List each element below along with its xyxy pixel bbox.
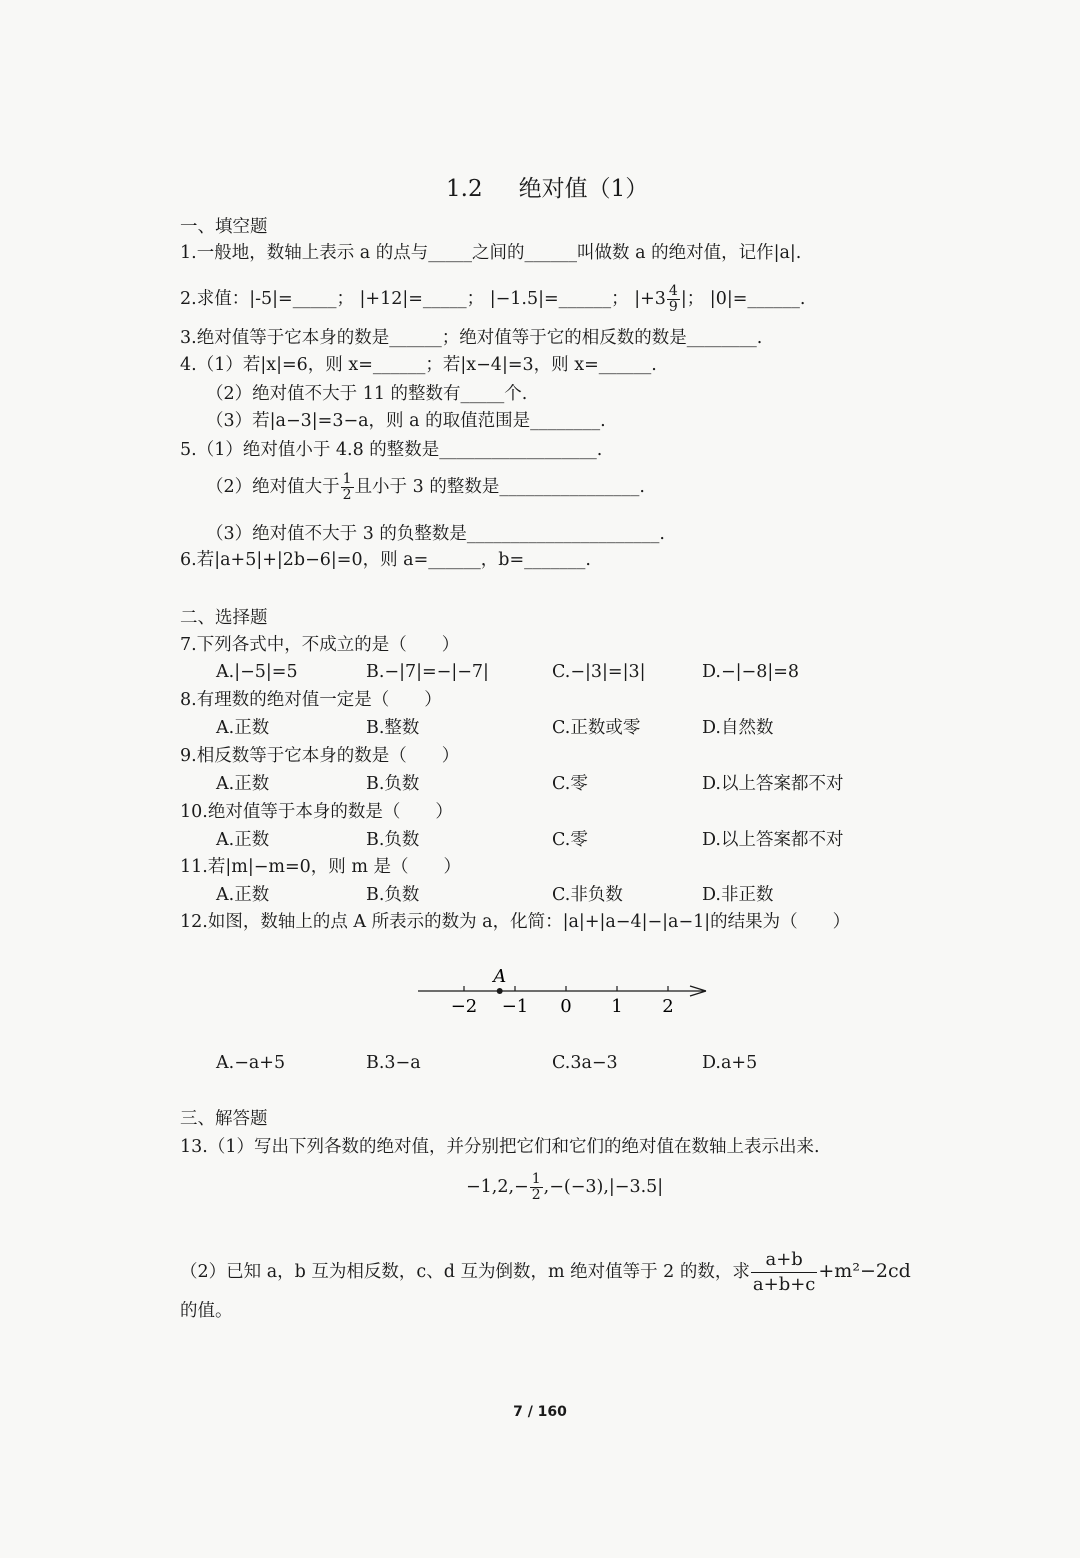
option-d: D.−|−8|=8 [702,662,800,682]
section-fill-heading: 一、填空题 [180,217,268,237]
option-d: D.自然数 [702,718,774,738]
option-c: C.−|3|=|3| [552,662,646,682]
option-b: B.负数 [366,830,420,850]
list-part-b: ,−(−3),|−3.5| [543,1177,664,1197]
option-a: A.正数 [216,718,270,738]
option-d: D.非正数 [702,885,774,905]
section-answer-heading: 三、解答题 [180,1109,268,1129]
option-a: A.正数 [216,885,270,905]
option-b: B.负数 [366,774,420,794]
title-text: 绝对值（1） [518,176,649,202]
fraction-denominator: 2 [342,487,352,503]
option-d: D.以上答案都不对 [702,830,844,850]
expression-tail: +m²−2cd [818,1260,911,1282]
list-part-a: −1,2,− [466,1177,529,1197]
question-2-part-b: |； |0|=______. [680,289,806,309]
question-13-1-list [466,1172,663,1203]
option-b: B.整数 [366,718,420,738]
option-a: A.|−5|=5 [216,662,298,682]
option-a: A.−a+5 [216,1053,286,1073]
question-7: 7.下列各式中，不成立的是（ ） [180,635,460,655]
fraction-4-9 [667,284,680,315]
point-a-label: A [493,966,507,987]
fraction-denominator: 9 [668,299,678,315]
question-6: 6.若|a+5|+|2b−6|=0，则 a=______，b=_______. [180,550,591,570]
option-b: B.3−a [366,1053,421,1073]
question-2-part-a: 2.求值：|-5|=_____； |+12|=_____； |−1.5|=______； |+3 [180,289,666,309]
question-10: 10.绝对值等于本身的数是（ ） [180,802,453,822]
fraction-numerator: 1 [531,1171,541,1187]
question-8: 8.有理数的绝对值一定是（ ） [180,690,442,710]
question-4-3: （3）若|a−3|=3−a，则 a 的取值范围是________. [206,411,606,431]
page-number: 7 / 160 [513,1404,567,1420]
option-c: C.零 [552,774,588,794]
fraction-denominator: a+b+c [752,1274,816,1295]
option-b: B.−|7|=−|−7| [366,662,489,682]
title-number: 1.2 [446,176,483,202]
tick-label: 2 [662,996,674,1017]
option-d: D.a+5 [702,1053,758,1073]
fraction-1-2 [530,1172,543,1203]
fraction-1-2 [341,472,354,503]
tick-label: −2 [450,996,478,1017]
fraction-denominator: 2 [531,1187,541,1203]
fraction-expression [751,1248,818,1297]
fraction-numerator: a+b [751,1248,818,1273]
page-title [446,170,648,203]
option-b: B.负数 [366,885,420,905]
option-c: C.非负数 [552,885,623,905]
question-1: 1.一般地，数轴上表示 a 的点与_____之间的______叫做数 a 的绝对值，记作|a|. [180,243,802,263]
option-a: A.正数 [216,830,270,850]
question-11: 11.若|m|−m=0，则 m 是（ ） [180,857,461,877]
section-choice-heading: 二、选择题 [180,608,268,628]
question-9: 9.相反数等于它本身的数是（ ） [180,746,460,766]
number-line [410,960,730,1022]
fraction-numerator: 4 [668,283,678,299]
option-a: A.正数 [216,774,270,794]
tick-label: 1 [611,996,623,1017]
option-c: C.3a−3 [552,1053,618,1073]
tick-label: 0 [560,996,572,1017]
question-4-2: （2）绝对值不大于 11 的整数有_____个. [206,384,528,404]
question-5-3: （3）绝对值不大于 3 的负整数是______________________. [206,524,665,544]
option-c: C.正数或零 [552,718,641,738]
point-a-marker [497,988,503,994]
question-13-2-end: 的值。 [180,1301,233,1321]
question-13-2 [180,1248,911,1297]
option-d: D.以上答案都不对 [702,774,844,794]
question-12: 12.如图，数轴上的点 A 所表示的数为 a，化简：|a|+|a−4|−|a−1|的结果为（ ） [180,912,851,932]
option-c: C.零 [552,830,588,850]
question-4-1: 4.（1）若|x|=6，则 x=______；若|x−4|=3，则 x=______. [180,355,657,375]
question-5-2 [206,472,645,503]
question-2 [180,284,805,315]
question-5-2-part-b: 且小于 3 的整数是________________. [354,477,645,497]
tick-label: −1 [501,996,529,1017]
fraction-numerator: 1 [342,471,352,487]
question-5-2-part-a: （2）绝对值大于 [206,477,340,497]
question-3: 3.绝对值等于它本身的数是______；绝对值等于它的相反数的数是________. [180,328,763,348]
question-13-1: 13.（1）写出下列各数的绝对值，并分别把它们和它们的绝对值在数轴上表示出来. [180,1137,820,1157]
question-13-2-text: （2）已知 a，b 互为相反数，c、d 互为倒数，m 绝对值等于 2 的数，求 [180,1262,750,1282]
question-5-1: 5.（1）绝对值小于 4.8 的整数是__________________. [180,440,603,460]
